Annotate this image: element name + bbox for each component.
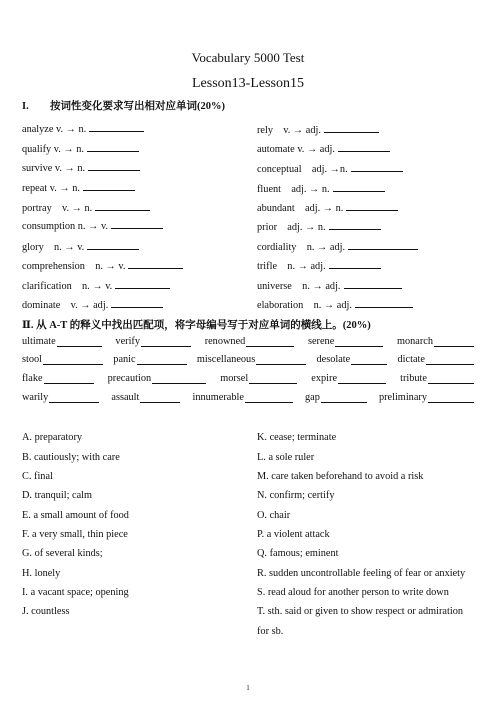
word-item <box>22 373 94 384</box>
answer-blank[interactable] <box>329 258 381 269</box>
answer-blank[interactable] <box>338 373 386 384</box>
answer-blank[interactable] <box>246 336 294 347</box>
option-left-7: G. of several kinds; <box>22 548 103 559</box>
word-label: tribute <box>400 373 427 384</box>
answer-blank[interactable] <box>346 200 398 211</box>
word-item <box>22 392 99 403</box>
word-label: miscellaneous <box>196 354 256 365</box>
answer-blank[interactable] <box>351 354 387 365</box>
word-label: expire <box>311 373 338 384</box>
item-prompt: conceptual adj. →n. <box>257 164 348 175</box>
answer-blank[interactable] <box>88 160 140 171</box>
item-prompt: prior adj. → n. <box>257 222 326 233</box>
option-right-6: P. a violent attack <box>257 529 330 540</box>
item-left-6 <box>22 218 163 232</box>
answer-blank[interactable] <box>111 297 163 308</box>
item-prompt: survive v. → n. <box>22 163 86 174</box>
item-right-6 <box>257 218 381 233</box>
answer-blank[interactable] <box>428 392 474 403</box>
section1-heading-text: 按词性变化要求写出相对应单词(20%) <box>50 101 225 112</box>
word-label: renowned <box>204 336 246 347</box>
word-label: serene <box>307 336 335 347</box>
answer-blank[interactable] <box>434 336 474 347</box>
item-prompt: comprehension n. → v. <box>22 261 126 272</box>
word-label: gap <box>305 392 320 403</box>
answer-blank[interactable] <box>89 121 144 132</box>
answer-blank[interactable] <box>333 181 385 192</box>
answer-blank[interactable] <box>351 161 403 172</box>
word-row-4 <box>22 392 474 403</box>
answer-blank[interactable] <box>115 278 170 289</box>
item-prompt: fluent adj. → n. <box>257 184 330 195</box>
word-row-3 <box>22 373 474 384</box>
item-prompt: analyze v. → n. <box>22 124 87 135</box>
item-prompt: elaboration n. → adj. <box>257 300 352 311</box>
option-left-10: J. countless <box>22 606 70 617</box>
answer-blank[interactable] <box>256 354 306 365</box>
answer-blank[interactable] <box>344 278 402 289</box>
word-item <box>220 373 297 384</box>
word-label: precaution <box>107 373 152 384</box>
item-left-4 <box>22 180 135 194</box>
answer-blank[interactable] <box>335 336 383 347</box>
item-right-3 <box>257 160 403 175</box>
item-prompt: glory n. → v. <box>22 242 85 253</box>
item-left-7 <box>22 238 139 253</box>
option-left-9: I. a vacant space; opening <box>22 587 129 598</box>
option-right-2: L. a sole ruler <box>257 452 315 463</box>
item-left-2 <box>22 141 139 155</box>
item-prompt: rely v. → adj. <box>257 125 321 136</box>
item-prompt: cordiality n. → adj. <box>257 242 346 253</box>
word-label: preliminary <box>378 392 427 403</box>
document-title: Vocabulary 5000 Test <box>191 50 305 65</box>
option-left-2: B. cautiously; with care <box>22 452 120 463</box>
word-label: assault <box>111 392 140 403</box>
option-right-1: K. cease; terminate <box>257 432 337 443</box>
item-right-5 <box>257 199 398 214</box>
option-right-8: R. sudden uncontrollable feeling of fear or anxiety <box>257 568 466 579</box>
item-right-7 <box>257 238 418 253</box>
answer-blank[interactable] <box>43 354 103 365</box>
answer-blank[interactable] <box>137 354 187 365</box>
item-right-9 <box>257 277 402 292</box>
word-label: panic <box>113 354 136 365</box>
word-label: flake <box>22 373 43 384</box>
option-right-9: S. read aloud for another person to write down <box>257 587 449 598</box>
word-item <box>379 392 474 403</box>
option-right-10: T. sth. said or given to show respect or admiration <box>257 606 463 617</box>
option-left-1: A. preparatory <box>22 432 83 443</box>
answer-blank[interactable] <box>355 297 413 308</box>
answer-blank[interactable] <box>321 392 367 403</box>
answer-blank[interactable] <box>111 218 163 229</box>
answer-blank[interactable] <box>249 373 297 384</box>
word-label: stool <box>22 354 43 365</box>
item-left-3 <box>22 160 140 174</box>
answer-blank[interactable] <box>152 373 206 384</box>
item-left-9 <box>22 277 170 292</box>
section1-number: I. <box>22 101 29 112</box>
section1-heading <box>22 98 225 113</box>
word-item <box>316 354 387 365</box>
word-item <box>22 336 102 347</box>
word-item <box>197 354 306 365</box>
answer-blank[interactable] <box>87 239 139 250</box>
word-item <box>311 373 386 384</box>
item-prompt: trifle n. → adj. <box>257 261 326 272</box>
answer-blank[interactable] <box>141 336 191 347</box>
answer-blank[interactable] <box>128 258 183 269</box>
item-prompt: consumption n. → v. <box>22 221 108 232</box>
answer-blank[interactable] <box>348 239 418 250</box>
word-item <box>113 354 186 365</box>
answer-blank[interactable] <box>87 141 139 152</box>
word-item <box>115 336 191 347</box>
word-item <box>111 392 180 403</box>
word-item <box>397 336 474 347</box>
answer-blank[interactable] <box>57 336 102 347</box>
option-left-6: F. a very small, thin piece <box>22 529 128 540</box>
item-right-8 <box>257 257 381 272</box>
answer-blank[interactable] <box>329 219 381 230</box>
item-left-5 <box>22 199 150 214</box>
word-label: warily <box>22 392 49 403</box>
answer-blank[interactable] <box>49 392 99 403</box>
word-item <box>205 336 295 347</box>
answer-blank[interactable] <box>95 200 150 211</box>
word-label: monarch <box>396 336 433 347</box>
page-number: 1 <box>246 684 250 692</box>
option-left-3: C. final <box>22 471 53 482</box>
item-left-8 <box>22 257 183 272</box>
option-right-7: Q. famous; eminent <box>257 548 339 559</box>
item-prompt: dominate v. → adj. <box>22 300 109 311</box>
document-subtitle: Lesson13-Lesson15 <box>192 76 304 91</box>
item-prompt: repeat v. → n. <box>22 183 80 194</box>
word-label: verify <box>115 336 141 347</box>
word-item <box>305 392 367 403</box>
word-label: desolate <box>316 354 351 365</box>
word-item <box>398 354 474 365</box>
item-prompt: abundant adj. → n. <box>257 203 344 214</box>
word-label: dictate <box>397 354 425 365</box>
option-right-3: M. care taken beforehand to avoid a risk <box>257 471 424 482</box>
section2-heading: Ⅱ. 从 A-T 的释义中找出匹配项，将字母编号写于对应单词的横线上。(20%) <box>22 320 371 331</box>
option-left-5: E. a small amount of food <box>22 510 129 521</box>
item-left-10 <box>22 296 163 311</box>
answer-blank[interactable] <box>338 141 390 152</box>
word-item <box>192 392 292 403</box>
word-label: innumerable <box>192 392 244 403</box>
answer-blank[interactable] <box>44 373 94 384</box>
item-right-4 <box>257 180 385 195</box>
option-right-11: for sb. <box>257 626 284 637</box>
answer-blank[interactable] <box>83 180 135 191</box>
item-prompt: clarification n. → v. <box>22 281 113 292</box>
answer-blank[interactable] <box>140 392 180 403</box>
word-row-1 <box>22 336 474 347</box>
answer-blank[interactable] <box>426 354 474 365</box>
word-label: morsel <box>220 373 249 384</box>
word-item <box>308 336 383 347</box>
word-item <box>400 373 474 384</box>
item-prompt: qualify v. → n. <box>22 144 84 155</box>
option-left-8: H. lonely <box>22 568 61 579</box>
word-row-2 <box>22 354 474 365</box>
answer-blank[interactable] <box>245 392 293 403</box>
word-item <box>108 373 206 384</box>
item-prompt: portray v. → n. <box>22 203 93 214</box>
word-item <box>22 354 103 365</box>
item-right-10 <box>257 296 413 311</box>
item-prompt: automate v. → adj. <box>257 144 335 155</box>
option-right-5: O. chair <box>257 510 291 521</box>
item-left-1 <box>22 121 144 135</box>
item-right-1 <box>257 121 379 136</box>
word-label: ultimate <box>22 336 56 347</box>
answer-blank[interactable] <box>428 373 474 384</box>
option-right-4: N. confirm; certify <box>257 490 335 501</box>
answer-blank[interactable] <box>324 122 379 133</box>
item-right-2 <box>257 141 390 155</box>
option-left-4: D. tranquil; calm <box>22 490 93 501</box>
item-prompt: universe n. → adj. <box>257 281 341 292</box>
